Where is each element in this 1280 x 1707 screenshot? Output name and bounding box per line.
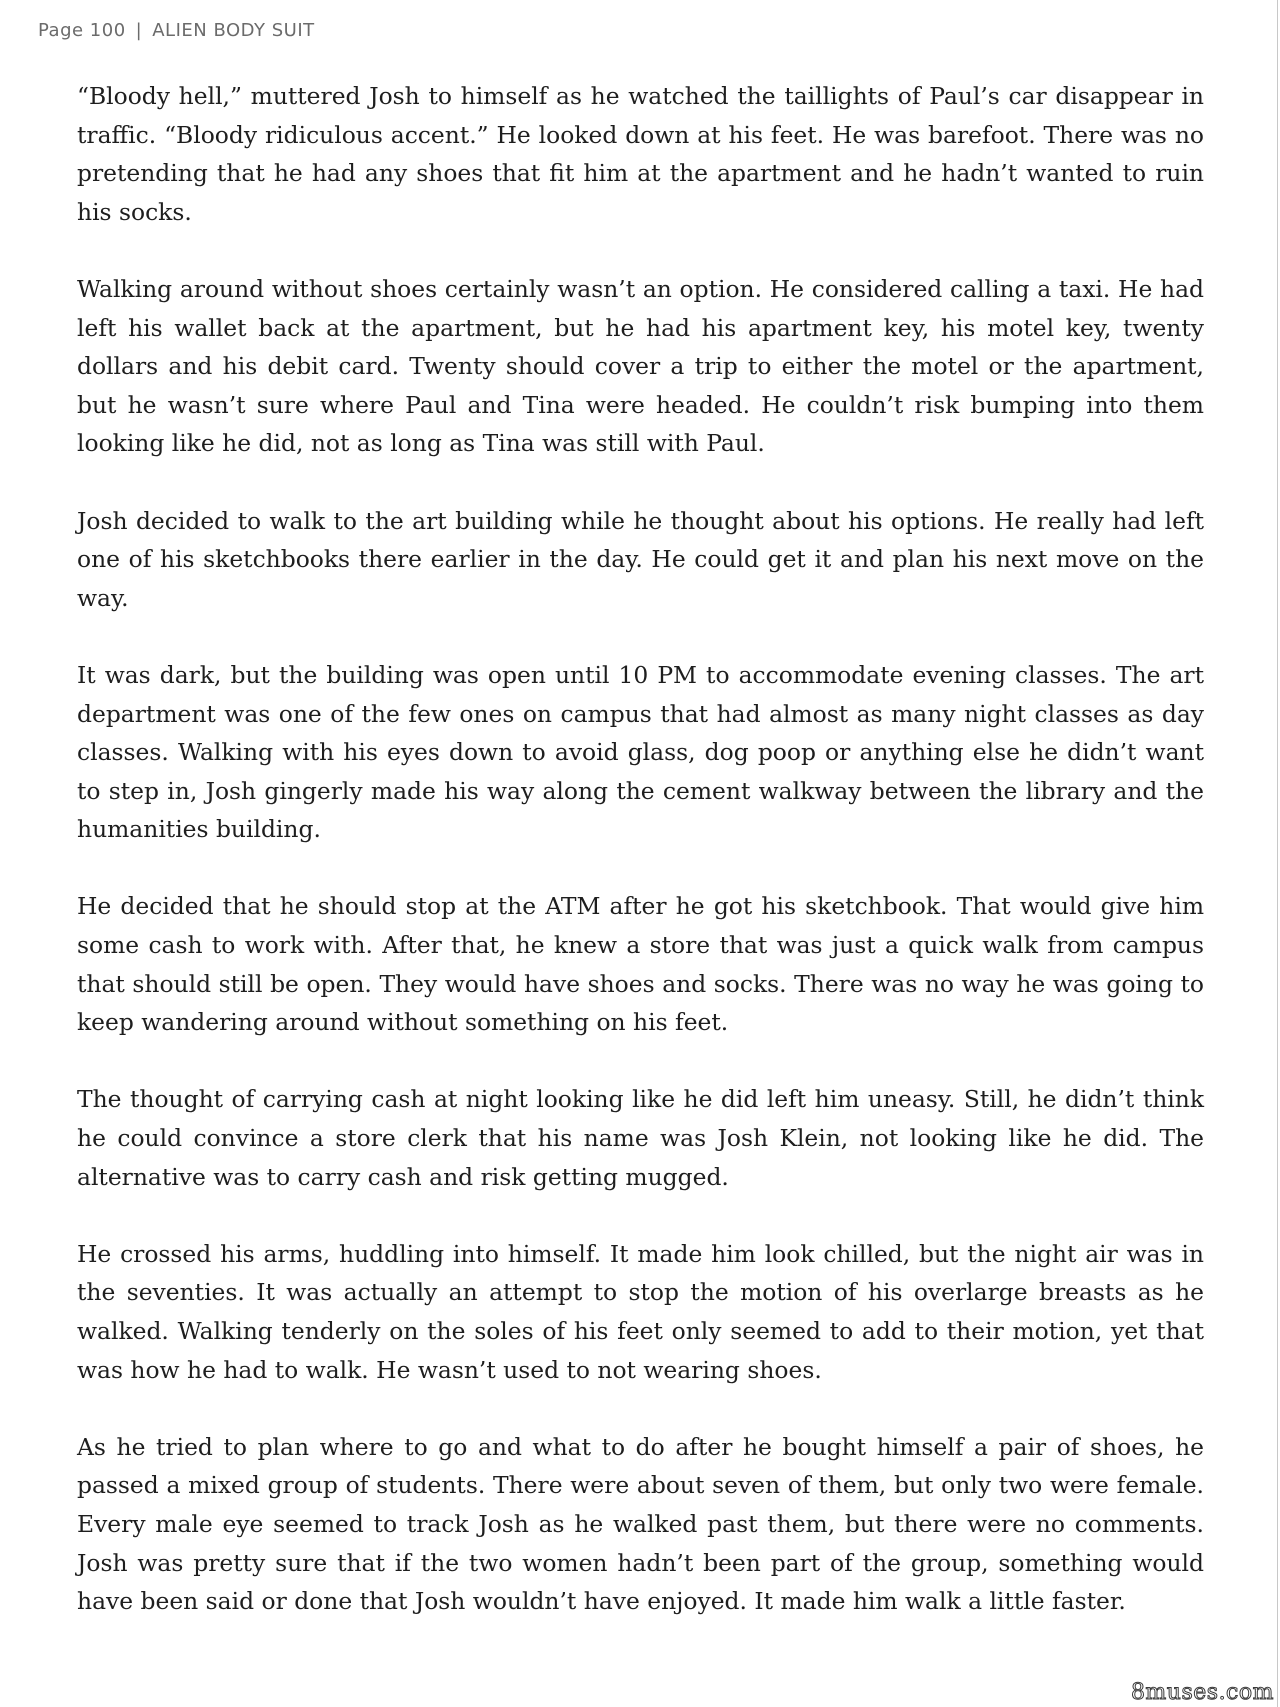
paragraph: Josh decided to walk to the art building while he thought about his options. He really had left one of his sketchbooks there earlier in the day. He could get it and plan his next move on the way. (77, 506, 1204, 612)
paragraph: As he tried to plan where to go and what to do after he bought himself a pair of shoes, he passed a mixed group of students. There were about seven of them, but only two were female. Every male eye seemed to track Josh as he walked past them, but there were no comments. Josh was pretty sure that if the two women hadn’t been part of the group, something would have been said or done that Josh wouldn’t have enjoyed. It made him walk a little faster. (77, 1432, 1204, 1616)
body-text (77, 77, 1204, 1659)
paragraph: He decided that he should stop at the ATM after he got his sketchbook. That would give him some cash to work with. After that, he knew a store that was just a quick walk from campus that should still be open. They would have shoes and socks. There was no way he was going to keep wandering around without something on his feet. (77, 892, 1204, 1037)
running-header (38, 20, 315, 41)
header-separator: | (135, 20, 143, 41)
paragraph: Walking around without shoes certainly wasn’t an option. He considered calling a taxi. He had left his wallet back at the apartment, but he had his apartment key, his motel key, twenty dollars and his debit card. Twenty should cover a trip to either the motel or the apartment, but he wasn’t sure where Paul and Tina were headed. He couldn’t risk bumping into them looking like he did, not as long as Tina was still with Paul. (77, 274, 1204, 458)
paragraph: The thought of carrying cash at night looking like he did left him uneasy. Still, he didn’t think he could convince a store clerk that his name was Josh Klein, not looking like he did. The alternative was to carry cash and risk getting mugged. (77, 1085, 1204, 1191)
paragraph: It was dark, but the building was open until 10 PM to accommodate evening classes. The art department was one of the few ones on campus that had almost as many night classes as day classes. Walking with his eyes down to avoid glass, dog poop or anything else he didn’t want to step in, Josh gingerly made his way along the cement walkway between the library and the humanities building. (77, 660, 1204, 844)
book-title: ALIEN BODY SUIT (152, 20, 315, 41)
page-number: Page 100 (38, 20, 126, 41)
page-edge-divider (1277, 0, 1278, 1707)
paragraph: He crossed his arms, huddling into himself. It made him look chilled, but the night air was in the seventies. It was actually an attempt to stop the motion of his overlarge breasts as he walked. Walking tenderly on the soles of his feet only seemed to add to their motion, yet that was how he had to walk. He wasn’t used to not wearing shoes. (77, 1239, 1204, 1384)
watermark: 8muses.com (1130, 1680, 1274, 1705)
paragraph: “Bloody hell,” muttered Josh to himself as he watched the taillights of Paul’s car disappear in traffic. “Bloody ridiculous accent.” He looked down at his feet. He was barefoot. There was no pretending that he had any shoes that fit him at the apartment and he hadn’t wanted to ruin his socks. (77, 82, 1204, 226)
